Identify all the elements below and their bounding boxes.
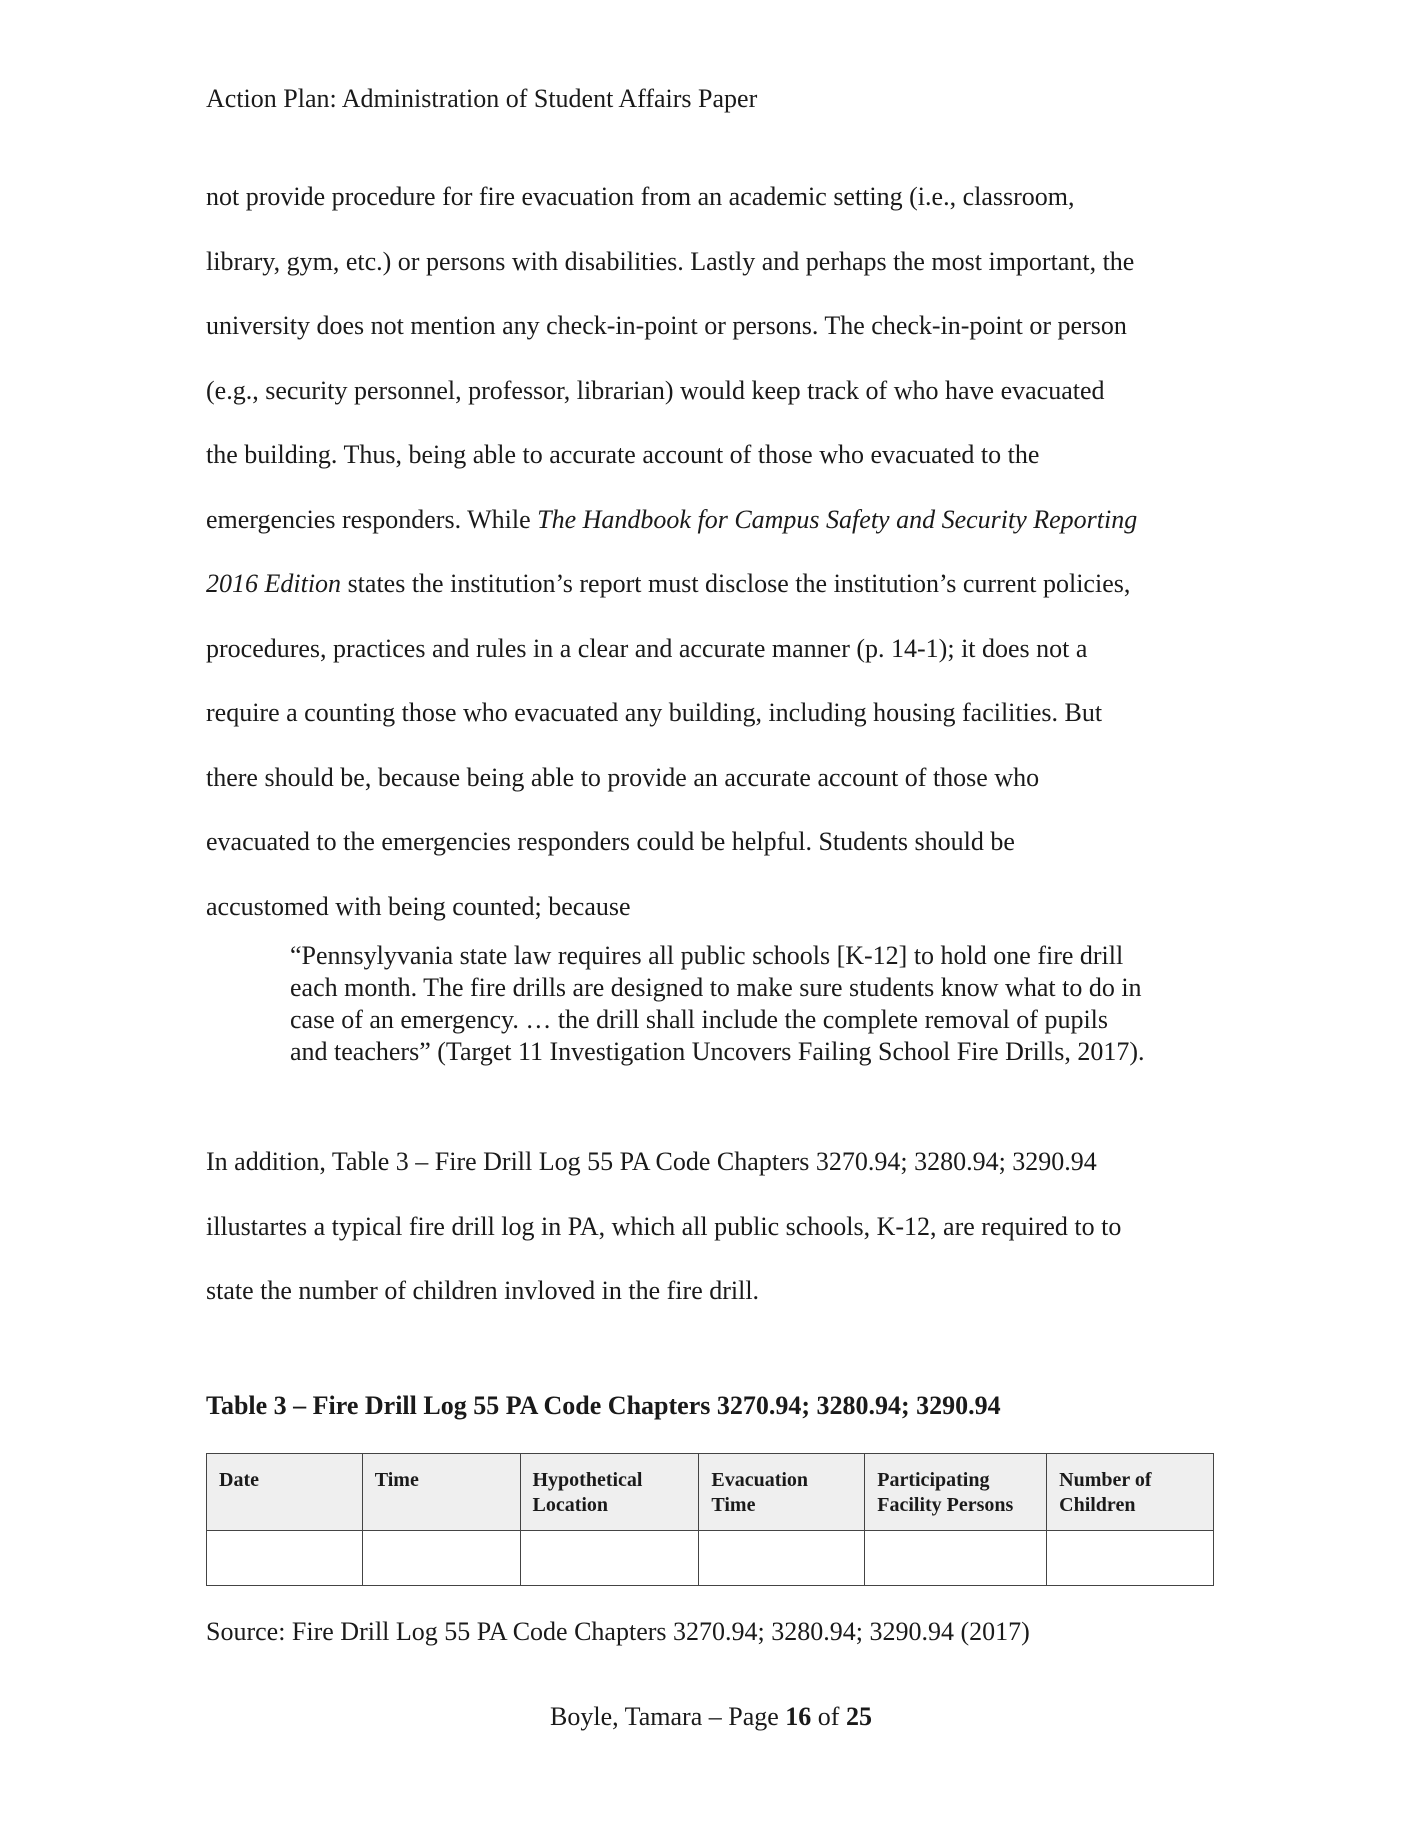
table-row xyxy=(207,1531,1214,1586)
header-line: Hypothetical xyxy=(532,1469,643,1491)
footer-page-total: 25 xyxy=(845,1702,872,1731)
table-header-row xyxy=(207,1454,1214,1531)
table-cell-empty xyxy=(520,1531,699,1586)
table-cell-empty xyxy=(362,1531,520,1586)
text-line: there should be, because being able to provide an accurate account of those who xyxy=(206,762,1040,792)
header-date: Date xyxy=(207,1454,363,1531)
running-header: Action Plan: Administration of Student Affairs Paper xyxy=(206,84,758,113)
text-line xyxy=(206,488,1216,553)
text-line: accustomed with being counted; because xyxy=(206,891,631,921)
header-number-of-children xyxy=(1047,1454,1214,1531)
paragraph-2 xyxy=(206,1130,1216,1324)
header-participating-facility-persons xyxy=(865,1454,1047,1531)
paragraph-1 xyxy=(206,165,1216,939)
header-time: Time xyxy=(362,1454,520,1531)
table-cell-empty xyxy=(207,1531,363,1586)
header-line: Participating xyxy=(877,1469,990,1491)
text-run: states the institution’s report must disclose the institution’s current policies, xyxy=(341,569,1131,598)
quote-line: “Pennsylyvania state law requires all public schools [K-12] to hold one fire drill xyxy=(290,941,1124,970)
table-cell-empty xyxy=(865,1531,1047,1586)
text-run: emergencies responders. While xyxy=(206,504,538,534)
text-line: In addition, Table 3 – Fire Drill Log 55 PA Code Chapters 3270.94; 3280.94; 3290.94 xyxy=(206,1147,1097,1176)
header-line: Children xyxy=(1059,1494,1136,1516)
header-line: Location xyxy=(532,1494,609,1516)
text-line: not provide procedure for fire evacuation from an academic setting (i.e., classroom, xyxy=(206,182,1075,211)
table-source: Source: Fire Drill Log 55 PA Code Chapters 3270.94; 3280.94; 3290.94 (2017) xyxy=(206,1617,1030,1646)
quote-line: and teachers” (Target 11 Investigation Uncovers Failing School Fire Drills, 2017). xyxy=(290,1037,1145,1066)
text-line: the building. Thus, being able to accurate account of those who evacuated to the xyxy=(206,440,1040,469)
text-line: evacuated to the emergencies responders could be helpful. Students should be xyxy=(206,827,1015,856)
text-line: (e.g., security personnel, professor, librarian) would keep track of who have evacuated xyxy=(206,375,1105,405)
footer-page-number: 16 xyxy=(785,1702,812,1731)
text-line: require a counting those who evacuated any building, including housing facilities. But xyxy=(206,698,1103,727)
footer-of: of xyxy=(811,1702,846,1731)
header-line: Facility Persons xyxy=(877,1494,1014,1516)
page-footer xyxy=(0,1700,1422,1734)
fire-drill-log-table xyxy=(206,1453,1214,1586)
text-line: procedures, practices and rules in a clear and accurate manner (p. 14-1); it does not a xyxy=(206,633,1088,663)
table-cell-empty xyxy=(1047,1531,1214,1586)
header-hypothetical-location xyxy=(520,1454,699,1531)
header-line: Time xyxy=(711,1494,756,1516)
handbook-edition-italic: 2016 Edition xyxy=(206,569,342,598)
header-line: Evacuation xyxy=(711,1469,809,1491)
handbook-title-italic: The Handbook for Campus Safety and Security Reporting xyxy=(537,504,1138,534)
block-quote xyxy=(290,940,1230,1068)
header-evacuation-time xyxy=(699,1454,865,1531)
text-line: university does not mention any check-in-point or persons. The check-in-point or person xyxy=(206,311,1127,340)
table-title: Table 3 – Fire Drill Log 55 PA Code Chapters 3270.94; 3280.94; 3290.94 xyxy=(206,1391,1001,1420)
text-line: state the number of children invloved in the fire drill. xyxy=(206,1276,760,1305)
table-cell-empty xyxy=(699,1531,865,1586)
quote-line: each month. The fire drills are designed to make sure students know what to do in xyxy=(290,973,1142,1002)
footer-author: Boyle, Tamara – Page xyxy=(550,1702,786,1731)
text-line: library, gym, etc.) or persons with disabilities. Lastly and perhaps the most important, the xyxy=(206,246,1135,276)
header-line: Number of xyxy=(1059,1469,1152,1491)
quote-line: case of an emergency. … the drill shall include the complete removal of pupils xyxy=(290,1005,1109,1034)
text-line xyxy=(206,552,1216,617)
text-line: illustartes a typical fire drill log in PA, which all public schools, K-12, are required to to xyxy=(206,1211,1122,1241)
